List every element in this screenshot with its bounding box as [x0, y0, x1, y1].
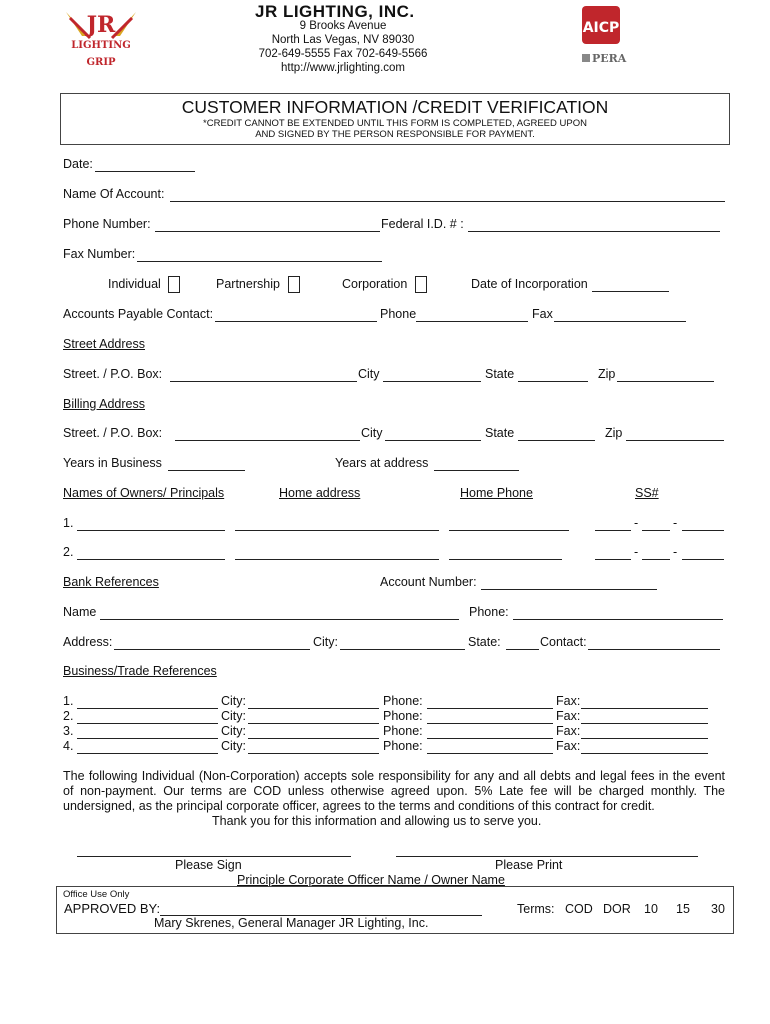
bank-state-field[interactable]: [506, 649, 539, 650]
bank-state-label: State:: [468, 635, 501, 649]
owner-1-ss-dash-1: -: [634, 516, 639, 530]
date-label: Date:: [63, 157, 93, 171]
owner-1-ss-dash-2: -: [673, 516, 678, 530]
address-line-4: http://www.jrlighting.com: [281, 62, 405, 74]
aicp-pera-logo: [580, 6, 642, 68]
billing-po-label: Street. / P.O. Box:: [63, 426, 163, 440]
trade-2-phone-label: Phone:: [383, 709, 423, 723]
billing-city-field[interactable]: [385, 440, 481, 441]
owner-1-name-field[interactable]: [77, 530, 225, 531]
street-po-field[interactable]: [170, 381, 357, 382]
bank-address-field[interactable]: [114, 649, 310, 650]
date-of-incorporation-field[interactable]: [592, 291, 669, 292]
partnership-label: Partnership: [216, 277, 280, 291]
trade-row-3-number: 3.: [63, 724, 74, 738]
bank-contact-label: Contact:: [540, 635, 587, 649]
federal-id-field[interactable]: [468, 231, 720, 232]
trade-4-city-label: City:: [221, 739, 246, 753]
corporation-label: Corporation: [342, 277, 408, 291]
address-line-2: North Las Vegas, NV 89030: [271, 34, 415, 46]
office-use-label: Office Use Only: [63, 889, 130, 900]
street-city-label: City: [358, 367, 380, 381]
svg-text:PERA: PERA: [592, 52, 627, 65]
trade-1-fax-label: Fax:: [556, 694, 581, 708]
address-line-3: 702-649-5555 Fax 702-649-5566: [258, 48, 428, 60]
terms-dor: DOR: [603, 902, 631, 916]
trade-1-fax-field[interactable]: [581, 708, 708, 709]
company-name: JR LIGHTING, INC.: [255, 2, 415, 21]
bank-phone-label: Phone:: [469, 605, 509, 619]
billing-zip-label: Zip: [605, 426, 623, 440]
trade-3-phone-field[interactable]: [427, 738, 553, 739]
street-city-field[interactable]: [383, 381, 481, 382]
individual-checkbox[interactable]: [168, 276, 180, 293]
ap-phone-field[interactable]: [416, 321, 528, 322]
trade-1-phone-field[interactable]: [427, 708, 553, 709]
ap-contact-field[interactable]: [215, 321, 377, 322]
trade-row-2-number: 2.: [63, 709, 74, 723]
account-number-field[interactable]: [481, 589, 657, 590]
svg-text:JR: JR: [86, 12, 116, 38]
fax-number-field[interactable]: [137, 261, 382, 262]
owner-1-ss-part-3[interactable]: [682, 530, 724, 531]
approver-name: Mary Skrenes, General Manager JR Lighting, Inc.: [154, 916, 429, 930]
trade-3-city-label: City:: [221, 724, 246, 738]
trade-2-fax-field[interactable]: [581, 723, 708, 724]
owner-1-phone-field[interactable]: [449, 530, 569, 531]
trade-4-phone-field[interactable]: [427, 753, 553, 754]
owner-2-ss-dash-2: -: [673, 545, 678, 559]
street-po-label: Street. / P.O. Box:: [63, 367, 163, 381]
trade-2-city-label: City:: [221, 709, 246, 723]
billing-zip-field[interactable]: [626, 440, 724, 441]
jr-lighting-logo: [62, 6, 140, 72]
street-state-label: State: [485, 367, 515, 381]
billing-address-heading: Billing Address: [63, 397, 145, 411]
svg-text:LIGHTING: LIGHTING: [71, 40, 131, 51]
owner-1-ss-part-2[interactable]: [642, 530, 670, 531]
billing-state-label: State: [485, 426, 515, 440]
ss-header: SS#: [635, 486, 659, 500]
svg-text:GRIP: GRIP: [86, 57, 116, 68]
owner-row-2-number: 2.: [63, 545, 74, 559]
trade-3-phone-label: Phone:: [383, 724, 423, 738]
street-zip-label: Zip: [598, 367, 616, 381]
aicp-logo-icon: [580, 6, 642, 68]
ap-fax-label: Fax: [532, 307, 553, 321]
trade-4-city-field[interactable]: [248, 753, 379, 754]
billing-city-label: City: [361, 426, 383, 440]
terms-30: 30: [711, 902, 725, 916]
corporation-checkbox[interactable]: [415, 276, 427, 293]
ap-contact-label: Accounts Payable Contact:: [63, 307, 214, 321]
years-at-address-label: Years at address: [335, 456, 429, 470]
trade-4-phone-label: Phone:: [383, 739, 423, 753]
please-print-label: Please Print: [495, 858, 563, 872]
bank-name-label: Name: [63, 605, 97, 619]
jr-lighting-logo-icon: [62, 6, 140, 72]
title-note-2: AND SIGNED BY THE PERSON RESPONSIBLE FOR PAYMENT.: [255, 129, 535, 140]
trade-row-1-number: 1.: [63, 694, 74, 708]
title-box: [60, 93, 730, 145]
street-state-field[interactable]: [518, 381, 588, 382]
years-in-business-field[interactable]: [168, 470, 245, 471]
officer-name-label: Principle Corporate Officer Name / Owner Name: [237, 873, 505, 887]
trade-3-city-field[interactable]: [248, 738, 379, 739]
trade-1-city-label: City:: [221, 694, 246, 708]
trade-2-name-field[interactable]: [77, 723, 218, 724]
signature-line[interactable]: [77, 856, 351, 857]
partnership-checkbox[interactable]: [288, 276, 300, 293]
owner-2-ss-part-2[interactable]: [642, 559, 670, 560]
please-sign-label: Please Sign: [175, 858, 242, 872]
federal-id-label: Federal I.D. # :: [381, 217, 464, 231]
trade-1-city-field[interactable]: [248, 708, 379, 709]
owner-1-ss-part-1[interactable]: [595, 530, 631, 531]
address-line-1: 9 Brooks Avenue: [299, 20, 387, 32]
trade-4-fax-label: Fax:: [556, 739, 581, 753]
terms-cod: COD: [565, 902, 593, 916]
billing-po-field[interactable]: [175, 440, 360, 441]
thank-you-line: Thank you for this information and allowing us to serve you.: [212, 814, 542, 828]
bank-references-heading: Bank References: [63, 575, 159, 589]
billing-state-field[interactable]: [518, 440, 595, 441]
terms-paragraph: The following Individual (Non-Corporation) accepts sole responsibility for any and all debts and legal fees in the event of non-payment. Our terms are COD unless otherwise agreed upon. 5% Late fee will be charged monthly. The undersigned, as the principal corporate officer, agrees to the terms and conditions of this contract for credit.: [63, 769, 725, 813]
trade-2-city-field[interactable]: [248, 723, 379, 724]
approved-by-label: APPROVED BY:: [64, 901, 161, 916]
home-address-header: Home address: [279, 486, 361, 500]
trade-3-name-field[interactable]: [77, 738, 218, 739]
trade-4-name-field[interactable]: [77, 753, 218, 754]
owner-2-ss-dash-1: -: [634, 545, 639, 559]
bank-name-field[interactable]: [100, 619, 459, 620]
print-name-line[interactable]: [396, 856, 698, 857]
bank-city-field[interactable]: [340, 649, 465, 650]
owner-1-address-field[interactable]: [235, 530, 439, 531]
name-of-account-field[interactable]: [170, 201, 725, 202]
owner-2-phone-field[interactable]: [449, 559, 562, 560]
trade-row-4-number: 4.: [63, 739, 74, 753]
phone-number-label: Phone Number:: [63, 217, 151, 231]
trade-3-fax-label: Fax:: [556, 724, 581, 738]
individual-label: Individual: [108, 277, 161, 291]
office-use-box: [56, 886, 734, 934]
account-number-label: Account Number:: [380, 575, 477, 589]
date-field[interactable]: [95, 171, 195, 172]
title-note-1: *CREDIT CANNOT BE EXTENDED UNTIL THIS FORM IS COMPLETED, AGREED UPON: [203, 118, 587, 129]
owner-2-ss-part-1[interactable]: [595, 559, 631, 560]
trade-2-fax-label: Fax:: [556, 709, 581, 723]
trade-4-fax-field[interactable]: [581, 753, 708, 754]
years-in-business-label: Years in Business: [63, 456, 162, 470]
owners-header: Names of Owners/ Principals: [63, 486, 225, 500]
ap-fax-field[interactable]: [554, 321, 686, 322]
trade-3-fax-field[interactable]: [581, 738, 708, 739]
bank-contact-field[interactable]: [588, 649, 720, 650]
date-of-incorporation-label: Date of Incorporation: [471, 277, 588, 291]
bank-address-label: Address:: [63, 635, 113, 649]
trade-1-name-field[interactable]: [77, 708, 218, 709]
street-address-heading: Street Address: [63, 337, 145, 351]
form-title: CUSTOMER INFORMATION /CREDIT VERIFICATION: [181, 97, 609, 117]
trade-1-phone-label: Phone:: [383, 694, 423, 708]
business-trade-refs-heading: Business/Trade References: [63, 664, 217, 678]
home-phone-header: Home Phone: [460, 486, 533, 500]
owner-2-address-field[interactable]: [235, 559, 439, 560]
bank-phone-field[interactable]: [513, 619, 723, 620]
street-zip-field[interactable]: [617, 381, 714, 382]
terms-15: 15: [676, 902, 690, 916]
phone-number-field[interactable]: [155, 231, 380, 232]
terms-label: Terms:: [517, 902, 555, 916]
owner-2-ss-part-3[interactable]: [682, 559, 724, 560]
trade-2-phone-field[interactable]: [427, 723, 553, 724]
owner-row-1-number: 1.: [63, 516, 74, 530]
ap-phone-label: Phone: [380, 307, 417, 321]
bank-city-label: City:: [313, 635, 338, 649]
fax-number-label: Fax Number:: [63, 247, 136, 261]
owner-2-name-field[interactable]: [77, 559, 225, 560]
years-at-address-field[interactable]: [434, 470, 519, 471]
svg-text:AICP: AICP: [582, 20, 620, 36]
terms-10: 10: [644, 902, 658, 916]
name-of-account-label: Name Of Account:: [63, 187, 165, 201]
